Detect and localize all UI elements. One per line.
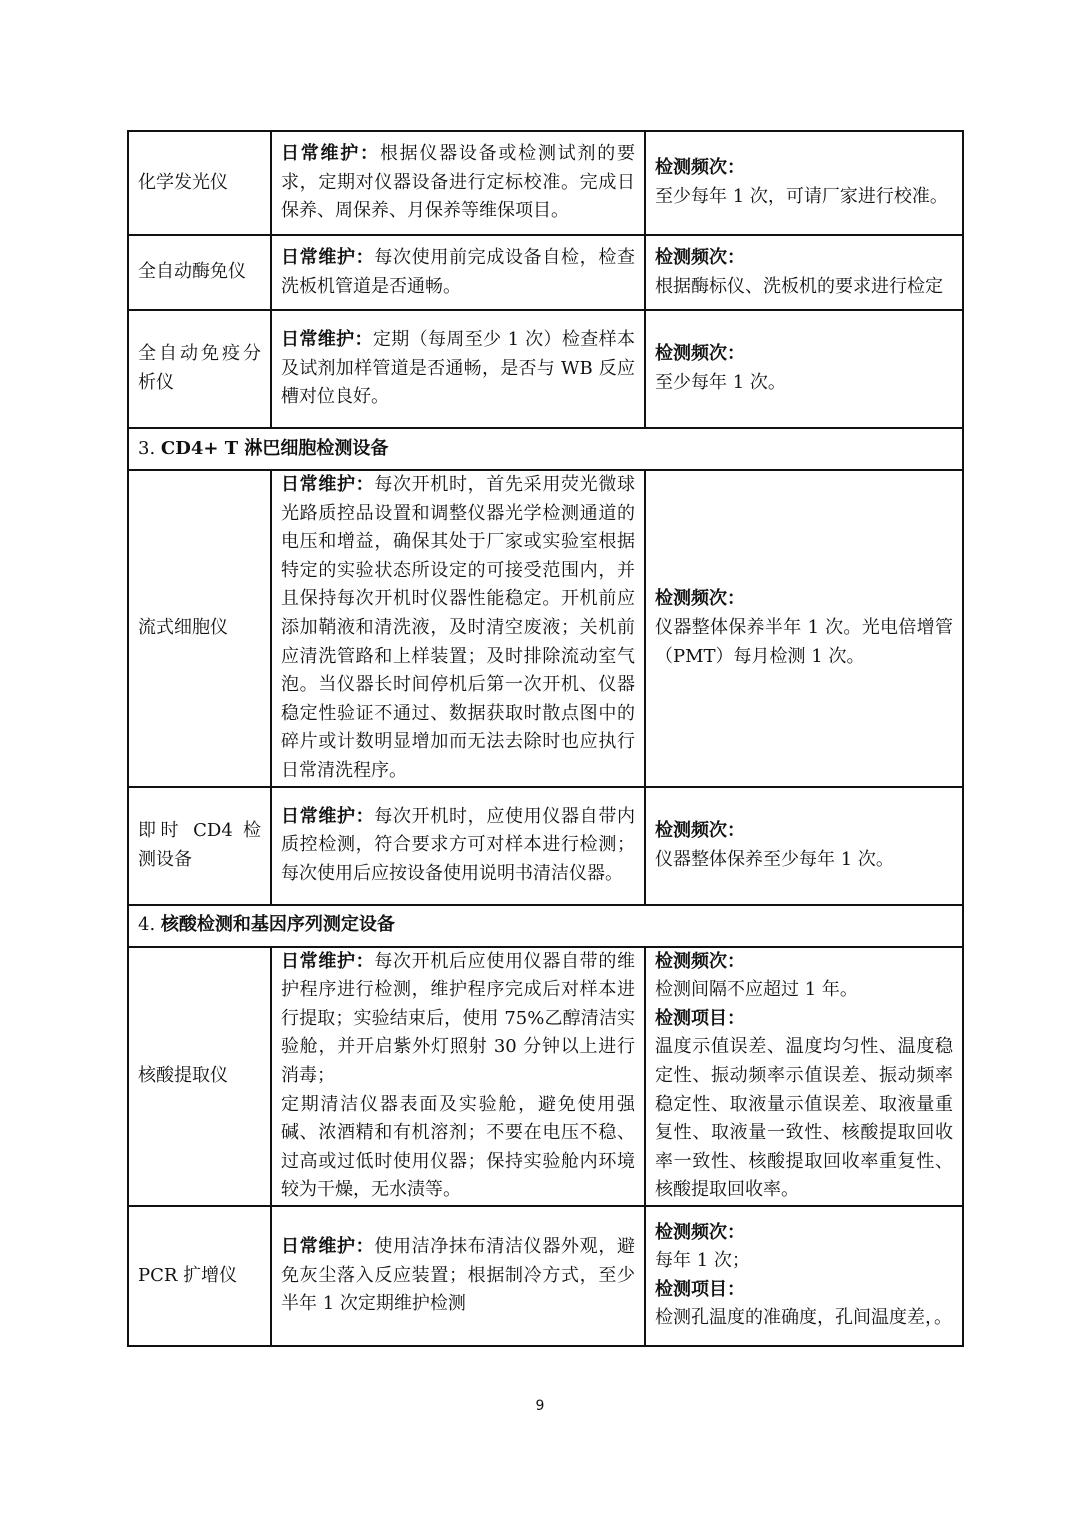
items-text: 温度示值误差、温度均匀性、温度稳定性、振动频率示值误差、振动频率稳定性、取液量示值误差、取液量重复性、取液量一致性、核酸提取回收率一致性、核酸提取回收率重复性、核酸提取回收率。: [655, 1036, 953, 1201]
maintenance-label: 日常维护：: [281, 950, 375, 972]
frequency-text: 根据酶标仪、洗板机的要求进行检定: [655, 275, 943, 297]
table-row: [128, 235, 963, 310]
maintenance-text: 定期（每周至少 1 次）检查样本及试剂加样管道是否通畅，是否与 WB 反应槽对位良好。: [281, 329, 635, 408]
device-name: PCR 扩增仪: [128, 1206, 271, 1346]
table-row: [128, 310, 963, 428]
section-header-row: [128, 905, 963, 947]
maintenance-cell: [271, 310, 645, 428]
items-text: 检测孔温度的准确度，孔间温度差，。: [655, 1307, 952, 1329]
frequency-text: 至少每年 1 次。: [655, 372, 786, 393]
frequency-cell: [645, 235, 963, 310]
maintenance-label: 日常维护：: [281, 805, 375, 827]
maintenance-text: 每次开机时，应使用仪器自带内质控检测，符合要求方可对样本进行检测；每次使用后应按设备使用说明书清洁仪器。: [281, 805, 636, 884]
table-row: [128, 470, 963, 787]
section-number: 3.: [138, 437, 156, 459]
frequency-text: 每年 1 次；: [655, 1250, 750, 1272]
maintenance-cell: [271, 470, 645, 787]
table-row: [128, 1206, 963, 1346]
frequency-label: 检测频次：: [655, 950, 745, 972]
frequency-cell: [645, 470, 963, 787]
maintenance-cell: [271, 947, 645, 1206]
frequency-cell: [645, 947, 963, 1206]
frequency-cell: [645, 787, 963, 905]
device-name: 全自动酶免仪: [128, 235, 271, 310]
maintenance-text: 每次开机时，首先采用荧光微球光路质控品设置和调整仪器光学检测通道的电压和增益，确保其处于厂家或实验室根据特定的实验状态所设定的可接受范围内，并且保持每次开机时仪器性能稳定。开机前应添加鞘液和清洗液，及时清空废液；关机前应清洗管路和上样装置；及时排除流动室气泡。当仪器长时间停机后第一次开机、仪器稳定性验证不通过、数据获取时散点图中的碎片或计数明显增加而无法去除时也应执行日常清洗程序。: [281, 474, 636, 781]
device-name: 核酸提取仪: [128, 947, 271, 1206]
maintenance-text: 使用洁净抹布清洁仪器外观，避免灰尘落入反应装置；根据制冷方式，至少半年 1 次定期维护检测: [281, 1235, 636, 1315]
maintenance-cell: [271, 131, 645, 235]
device-name: 即时 CD4 检测设备: [128, 787, 271, 905]
section-number: 4.: [138, 914, 156, 936]
frequency-label: 检测频次：: [655, 157, 745, 179]
frequency-cell: [645, 310, 963, 428]
maintenance-table: [127, 130, 964, 1347]
section-header: [128, 428, 963, 470]
page-number: 9: [535, 1398, 545, 1414]
items-label: 检测项目：: [655, 1278, 745, 1300]
frequency-label: 检测频次：: [655, 1221, 745, 1243]
frequency-label: 检测频次：: [655, 819, 745, 841]
section-title: CD4+ T 淋巴细胞检测设备: [160, 437, 389, 459]
frequency-cell: [645, 131, 963, 235]
section-header: [128, 905, 963, 947]
maintenance-text-extra: 定期清洁仪器表面及实验舱，避免使用强碱、浓酒精和有机溶剂；不要在电压不稳、过高或过低时使用仪器；保持实验舱内环境较为干燥，无水渍等。: [281, 1093, 635, 1201]
maintenance-text: 每次使用前完成设备自检，检查洗板机管道是否通畅。: [281, 246, 636, 297]
section-header-row: [128, 428, 963, 470]
frequency-text: 至少每年 1 次，可请厂家进行校准。: [655, 186, 948, 207]
device-name: 全自动免疫分析仪: [128, 310, 271, 428]
device-name: 化学发光仪: [128, 131, 271, 235]
frequency-text: 检测间隔不应超过 1 年。: [655, 979, 858, 1001]
frequency-label: 检测频次：: [655, 343, 745, 365]
maintenance-text: 根据仪器设备或检测试剂的要求，定期对仪器设备进行定标校准。完成日保养、周保养、月保养等维保项目。: [281, 143, 636, 222]
maintenance-label: 日常维护：: [281, 143, 380, 165]
maintenance-cell: [271, 1206, 645, 1346]
table-row: [128, 131, 963, 235]
maintenance-label: 日常维护：: [281, 1235, 375, 1257]
maintenance-text: 每次开机后应使用仪器自带的维护程序进行检测，维护程序完成后对样本进行提取；实验结束后，使用 75%乙醇清洁实验舱，并开启紫外灯照射 30 分钟以上进行消毒；: [281, 950, 636, 1086]
table-row: [128, 787, 963, 905]
frequency-cell: [645, 1206, 963, 1346]
device-name: 流式细胞仪: [128, 470, 271, 787]
maintenance-label: 日常维护：: [281, 329, 373, 351]
maintenance-label: 日常维护：: [281, 474, 375, 495]
frequency-label: 检测频次：: [655, 588, 745, 610]
items-label: 检测项目：: [655, 1007, 745, 1029]
frequency-text: 仪器整体保养半年 1 次。光电倍增管（PMT）每月检测 1 次。: [655, 616, 953, 667]
section-title: 核酸检测和基因序列测定设备: [160, 914, 395, 936]
frequency-text: 仪器整体保养至少每年 1 次。: [655, 848, 894, 870]
table-row: [128, 947, 963, 1206]
maintenance-cell: [271, 235, 645, 310]
maintenance-label: 日常维护：: [281, 246, 375, 268]
maintenance-cell: [271, 787, 645, 905]
frequency-label: 检测频次：: [655, 246, 745, 268]
